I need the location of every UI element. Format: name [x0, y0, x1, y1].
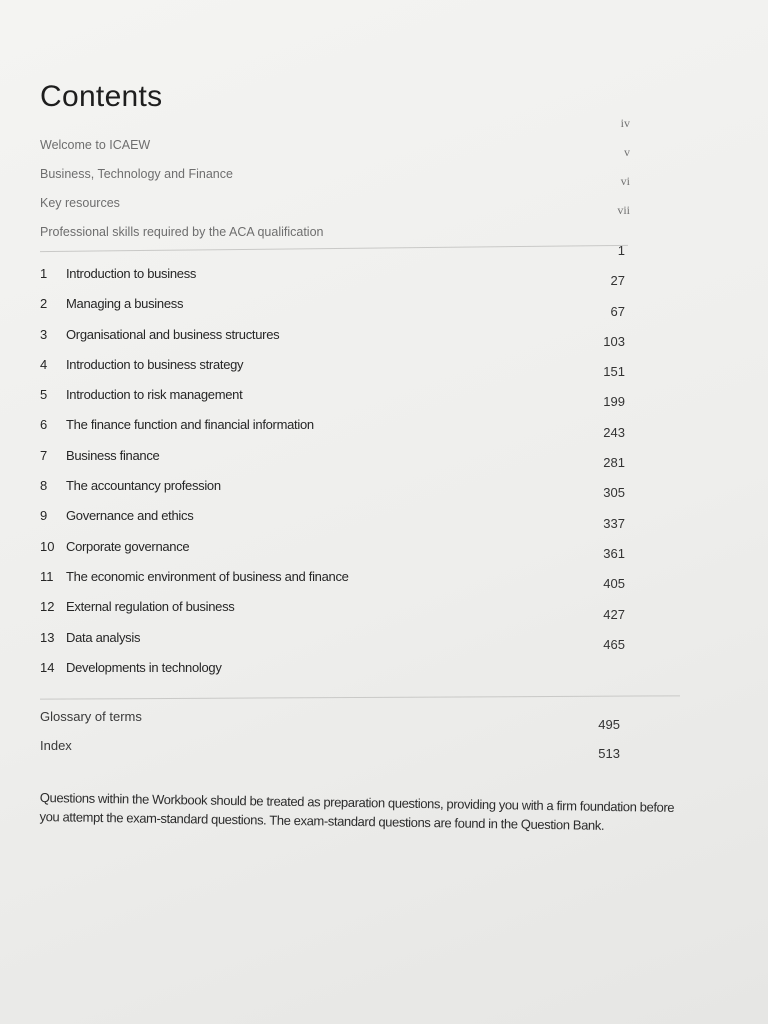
chapter-entry[interactable]: [40, 243, 625, 296]
chapter-number: 4: [40, 356, 48, 372]
chapter-number: 7: [40, 447, 48, 463]
chapter-title: Introduction to risk management: [66, 387, 243, 403]
chapter-page: 151: [603, 364, 625, 380]
chapter-page: 361: [603, 545, 625, 561]
toc-entry-label: Welcome to ICAEW: [40, 138, 151, 152]
toc-entry-page: vii: [617, 203, 630, 217]
question-bank-note: Questions within the Workbook should be treated as preparation questions, providing you with a firm foundation before you attempt the exam-standard questions. The exam-standard questions are found in the Question Bank.: [39, 789, 675, 833]
toc-entry-label: Glossary of terms: [40, 709, 142, 724]
chapter-number: 1: [40, 266, 48, 281]
chapter-title: Business finance: [66, 447, 160, 463]
chapter-title: The accountancy profession: [66, 478, 221, 494]
toc-entry-page: 513: [598, 746, 620, 761]
toc-entry-page: iv: [620, 116, 630, 130]
chapter-title: Governance and ethics: [66, 508, 194, 524]
chapter-page: 427: [603, 606, 625, 622]
chapters-list: [40, 243, 625, 690]
endmatter-list: [40, 709, 620, 767]
chapter-page: 305: [603, 485, 625, 501]
chapter-page: 1: [617, 243, 625, 258]
chapter-title: The economic environment of business and finance: [66, 568, 349, 584]
chapter-title: Data analysis: [66, 629, 141, 645]
chapter-number: 9: [40, 508, 48, 524]
toc-entry-page: 495: [598, 717, 620, 732]
toc-entry[interactable]: [40, 709, 620, 738]
chapter-page: 405: [603, 576, 625, 592]
toc-entry[interactable]: [40, 116, 630, 167]
toc-entry-label: Business, Technology and Finance: [40, 167, 233, 181]
chapter-title: Corporate governance: [66, 538, 190, 554]
chapter-number: 8: [40, 478, 48, 494]
chapter-title: External regulation of business: [66, 599, 235, 615]
chapter-title: Developments in technology: [66, 659, 222, 675]
chapter-title: Managing a business: [66, 296, 184, 312]
chapter-number: 3: [40, 326, 48, 342]
chapter-page: 67: [610, 303, 625, 319]
chapter-page: 281: [603, 455, 625, 471]
prelims-list: [40, 116, 630, 254]
chapter-title: Introduction to business: [66, 266, 197, 281]
toc-entry-label: Professional skills required by the ACA qualification: [40, 225, 324, 239]
chapter-number: 11: [40, 568, 54, 584]
toc-entry-page: v: [624, 145, 630, 159]
chapter-title: Introduction to business strategy: [66, 356, 244, 372]
toc-entry-label: Key resources: [40, 196, 120, 210]
chapter-number: 5: [40, 387, 48, 403]
chapter-number: 6: [40, 417, 48, 433]
page-title: Contents: [40, 80, 163, 113]
chapter-page: 27: [610, 273, 625, 289]
toc-entry-page: vi: [620, 174, 630, 188]
chapter-page: 465: [603, 636, 625, 652]
chapter-page: 337: [603, 515, 625, 531]
chapter-number: 10: [40, 538, 55, 554]
chapter-page: 199: [603, 394, 625, 410]
chapter-page: 243: [603, 424, 625, 440]
chapter-title: Organisational and business structures: [66, 326, 280, 342]
section-divider: [40, 695, 680, 699]
toc-entry[interactable]: [40, 738, 620, 767]
chapter-page: 103: [603, 333, 625, 349]
chapter-number: 13: [40, 629, 55, 645]
chapter-title: The finance function and financial information: [66, 417, 314, 433]
toc-entry-label: Index: [40, 738, 72, 753]
chapter-number: 14: [40, 659, 55, 675]
chapter-number: 12: [40, 599, 55, 615]
chapter-number: 2: [40, 296, 48, 312]
